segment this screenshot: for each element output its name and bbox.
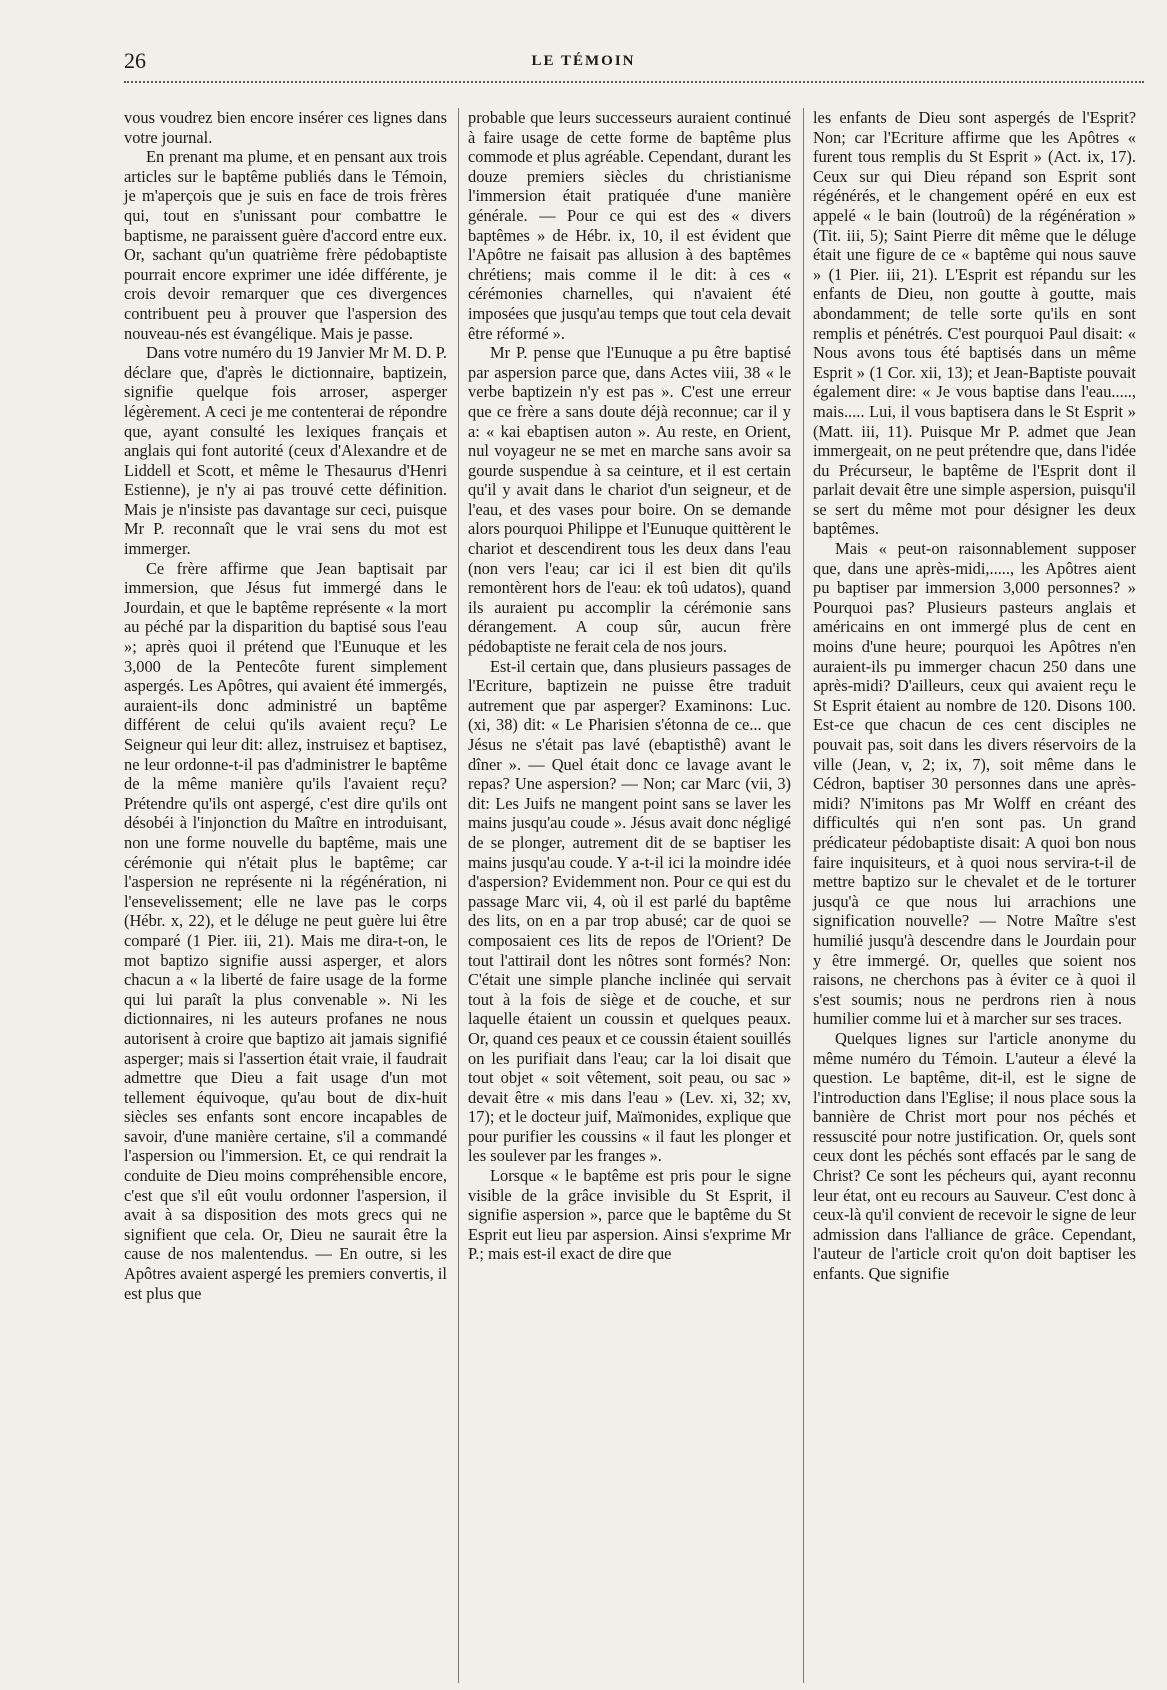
text-column-2 [468, 108, 791, 1264]
page-number: 26 [124, 48, 146, 73]
paragraph: Lorsque « le baptême est pris pour le signe visible de la grâce invisible du St Esprit, il signifie aspersion », parce que le baptême du St Esprit eut lieu par aspersion. Ainsi s'exprime Mr P.; mais est-il exact de dire que [468, 1166, 791, 1264]
text-column-3 [813, 108, 1136, 1284]
paragraph: vous voudrez bien encore insérer ces lignes dans votre journal. [124, 108, 447, 147]
paragraph: Mr P. pense que l'Eunuque a pu être baptisé par aspersion parce que, dans Actes viii, 38 « le verbe baptizein n'y est pas ». C'est une erreur que ce frère a sans doute déjà reconnue; car il y a: « kai ebaptisen auton ». Au reste, en Orient, nul voyageur ne se met en marche sans avoir sa gourde suspendue à sa ceinture, et il est certain qu'il y avait dans le chariot d'un seigneur, et de l'eau, et des vases pour boire. On se demande alors pourquoi Philippe et l'Eunuque quittèrent le chariot et descendirent tous les deux dans l'eau (non vers l'eau; car ici il est bien dit qu'ils remontèrent hors de l'eau: ek toû udatos), quand ils auraient pu accomplir la cérémonie sans dérangement. A coup sûr, aucun frère pédobaptiste ne ferait cela de nos jours. [468, 343, 791, 657]
column-divider [803, 108, 804, 1683]
running-title: LE TÉMOIN [531, 53, 636, 69]
paragraph: les enfants de Dieu sont aspergés de l'Esprit? Non; car l'Ecriture affirme que les Apôtres « furent tous remplis du St Esprit » (Act. ix, 17). Ceux sur qui Dieu répand son Esprit sont régénérés, et le changement opéré en eux est appelé « le bain (loutroû) de la régénération » (Tit. iii, 5); Saint Pierre dit même que le déluge était une figure de ce « baptême qui nous sauve » (1 Pier. iii, 21). L'Esprit est répandu sur les enfants de Dieu, non goutte à goutte, mais abondamment; de telle sorte qu'ils en sont remplis et pénétrés. C'est pourquoi Paul disait: « Nous avons tous été baptisés dans un même Esprit » (1 Cor. xii, 13); et Jean-Baptiste pouvait également dire: « Je vous baptise dans l'eau....., mais..... Lui, il vous baptisera dans le St Esprit » (Matt. iii, 11). Puisque Mr P. admet que Jean immergeait, on ne peut prétendre que, dans l'idée du Précurseur, le baptême de l'Esprit dont il parlait devait être une simple aspersion, puisqu'il se sert du même mot pour désigner les deux baptêmes. [813, 108, 1136, 539]
paragraph: Dans votre numéro du 19 Janvier Mr M. D. P. déclare que, d'après le dictionnaire, baptizein, signifie quelque fois arroser, asperger légèrement. A ceci je me contenterai de répondre que, ayant consulté les lexiques français et anglais qui font autorité (ceux d'Alexandre et de Liddell et Scott, et même le Thesaurus d'Henri Estienne), je n'y ai pas trouvé cette définition. Mais je n'insiste pas davantage sur ceci, puisque Mr P. reconnaît que le vrai sens du mot est immerger. [124, 343, 447, 559]
header-rule [124, 81, 1144, 83]
paragraph: Quelques lignes sur l'article anonyme du même numéro du Témoin. L'auteur a élevé la question. Le baptême, dit-il, est le signe de l'introduction dans l'Eglise; il nous place sous la bannière de Christ mort pour nos péchés et ressuscité pour notre justification. Or, quels sont ceux dont les péchés sont effacés par le sang de Christ? Ce sont les pécheurs qui, ayant reconnu leur état, ont eu recours au Sauveur. C'est donc à ceux-là qu'il convient de recevoir le signe de leur admission dans l'alliance de grâce. Cependant, l'auteur de l'article croit qu'on doit baptiser les enfants. Que signifie [813, 1028, 1136, 1284]
text-column-1 [124, 108, 447, 1303]
paragraph: probable que leurs successeurs auraient continué à faire usage de cette forme de baptême plus commode et plus agréable. Cependant, durant les douze premiers siècles du christianisme l'immersion était pratiquée d'une manière générale. — Pour ce qui est des « divers baptêmes » de Hébr. ix, 10, il est évident que l'Apôtre ne faisait pas allusion à des baptêmes chrétiens; mais comme il le dit: à ces « cérémonies charnelles, qui n'avaient été imposées que jusqu'au temps que tout cela devait être réformé ». [468, 108, 791, 343]
paragraph: Est-il certain que, dans plusieurs passages de l'Ecriture, baptizein ne puisse être traduit autrement que par asperger? Examinons: Luc. (xi, 38) dit: « Le Pharisien s'étonna de ce... que Jésus ne s'était pas lavé (ebaptisthê) avant le dîner ». — Quel était donc ce lavage avant le repas? Une aspersion? — Non; car Marc (vii, 3) dit: Les Juifs ne mangent point sans se laver les mains jusqu'au coude ». Jésus avait donc négligé de se plonger, autrement dit de se baptiser les mains jusqu'au coude. Y a-t-il ici la moindre idée d'aspersion? Evidemment non. Pour ce qui est du passage Marc vii, 4, où il est parlé du baptême des lits, on en a par trop abusé; car de quoi se composaient ces lits de repos de l'Orient? De tout l'attirail dont les nôtres sont formés? Non: C'était une simple planche inclinée qui servait tout à la fois de siège et de couche, et sur laquelle étaient un coussin et quelques peaux. Or, quand ces peaux et ce coussin étaient souillés on les purifiait dans l'eau; car la loi disait que tout objet « soit vêtement, soit peau, ou sac » devait être « mis dans l'eau » (Lev. xi, 32; xv, 17); et le docteur juif, Maïmonides, explique que pour purifier les coussins « il faut les plonger et les soulever par les franges ». [468, 656, 791, 1166]
paragraph: En prenant ma plume, et en pensant aux trois articles sur le baptême publiés dans le Témoin, je m'aperçois que je suis en face de trois frères qui, tout en s'unissant pour combattre le baptisme, ne paraissent guère d'accord entre eux. Or, sachant qu'un quatrième frère pédobaptiste pourrait encore exprimer une idée différente, je crois devoir remarquer que ces divergences contribuent peu à prouver que l'aspersion des nouveau-nés est évangélique. Mais je passe. [124, 147, 447, 343]
paragraph: Ce frère affirme que Jean baptisait par immersion, que Jésus fut immergé dans le Jourdain, et que le baptême représente « la mort au péché par la disparition du baptisé sous l'eau »; après quoi il prétend que l'Eunuque et les 3,000 de la Pentecôte furent simplement aspergés. Les Apôtres, qui avaient été immergés, auraient-ils donc administré un baptême différent de celui qu'ils avaient reçu? Le Seigneur qui leur dit: allez, instruisez et baptisez, ne leur ordonne-t-il pas d'administrer le baptême de la même manière qu'ils l'avaient reçu? Prétendre qu'ils ont aspergé, c'est dire qu'ils ont désobéi à l'injonction du Maître en introduisant, non une forme nouvelle du baptême, mais une cérémonie qui n'était plus le baptême; car l'aspersion ne représente ni la régénération, ni l'ensevelissement; elle ne lave pas le corps (Hébr. x, 22), et le déluge ne peut guère lui être comparé (1 Pier. iii, 21). Mais me dira-t-on, le mot baptizo signifie aussi asperger, et alors chacun a « la liberté de faire usage de la forme qui lui paraît la plus convenable ». Ni les dictionnaires, ni les auteurs profanes ne nous autorisent à croire que baptizo ait jamais signifié asperger; mais si l'assertion était vraie, il faudrait admettre que Dieu a fait usage d'un mot tellement équivoque, qu'au bout de dix-huit siècles ses enfants sont encore incapables de savoir, d'une manière certaine, s'il a commandé l'aspersion ou l'immersion. Et, ce qui rendrait la conduite de Dieu moins compréhensible encore, c'est que s'il eût voulu ordonner l'aspersion, il avait à sa disposition des mots grecs qui ne signifient que cela. Or, Dieu ne saurait être la cause de nos malentendus. — En outre, si les Apôtres avaient aspergé les premiers convertis, il est plus que [124, 558, 447, 1303]
paragraph: Mais « peut-on raisonnablement supposer que, dans une après-midi,....., les Apôtres aient pu baptiser par immersion 3,000 personnes? » Pourquoi pas? Plusieurs pasteurs anglais et américains en ont immergé plus de cent en moins d'une heure; pourquoi les Apôtres n'en auraient-ils pu immerger chacun 250 dans une après-midi? D'ailleurs, ceux qui avaient reçu le St Esprit étaient au nombre de 120. Disons 100. Est-ce que chacun de ces cent disciples ne pouvait pas, soit dans les divers réservoirs de la ville (Jean, v, 2; ix, 7), soit même dans le Cédron, baptiser 30 personnes dans une après-midi? N'imitons pas Mr Wolff en créant des difficultés qui n'en sont pas. Un grand prédicateur pédobaptiste disait: A quoi bon nous faire inquisiteurs, et à quoi nous servira-t-il de mettre baptizo sur le chevalet et de le torturer jusqu'à ce que nous lui arrachions une signification nouvelle? — Notre Maître s'est humilié jusqu'à descendre dans le Jourdain pour y être immergé. Or, quelles que soient nos raisons, ne cherchons pas à éviter ce à quoi il s'est soumis; nous ne perdrons rien à nous humilier comme lui et à marcher sur ses traces. [813, 539, 1136, 1029]
column-divider [458, 108, 459, 1683]
